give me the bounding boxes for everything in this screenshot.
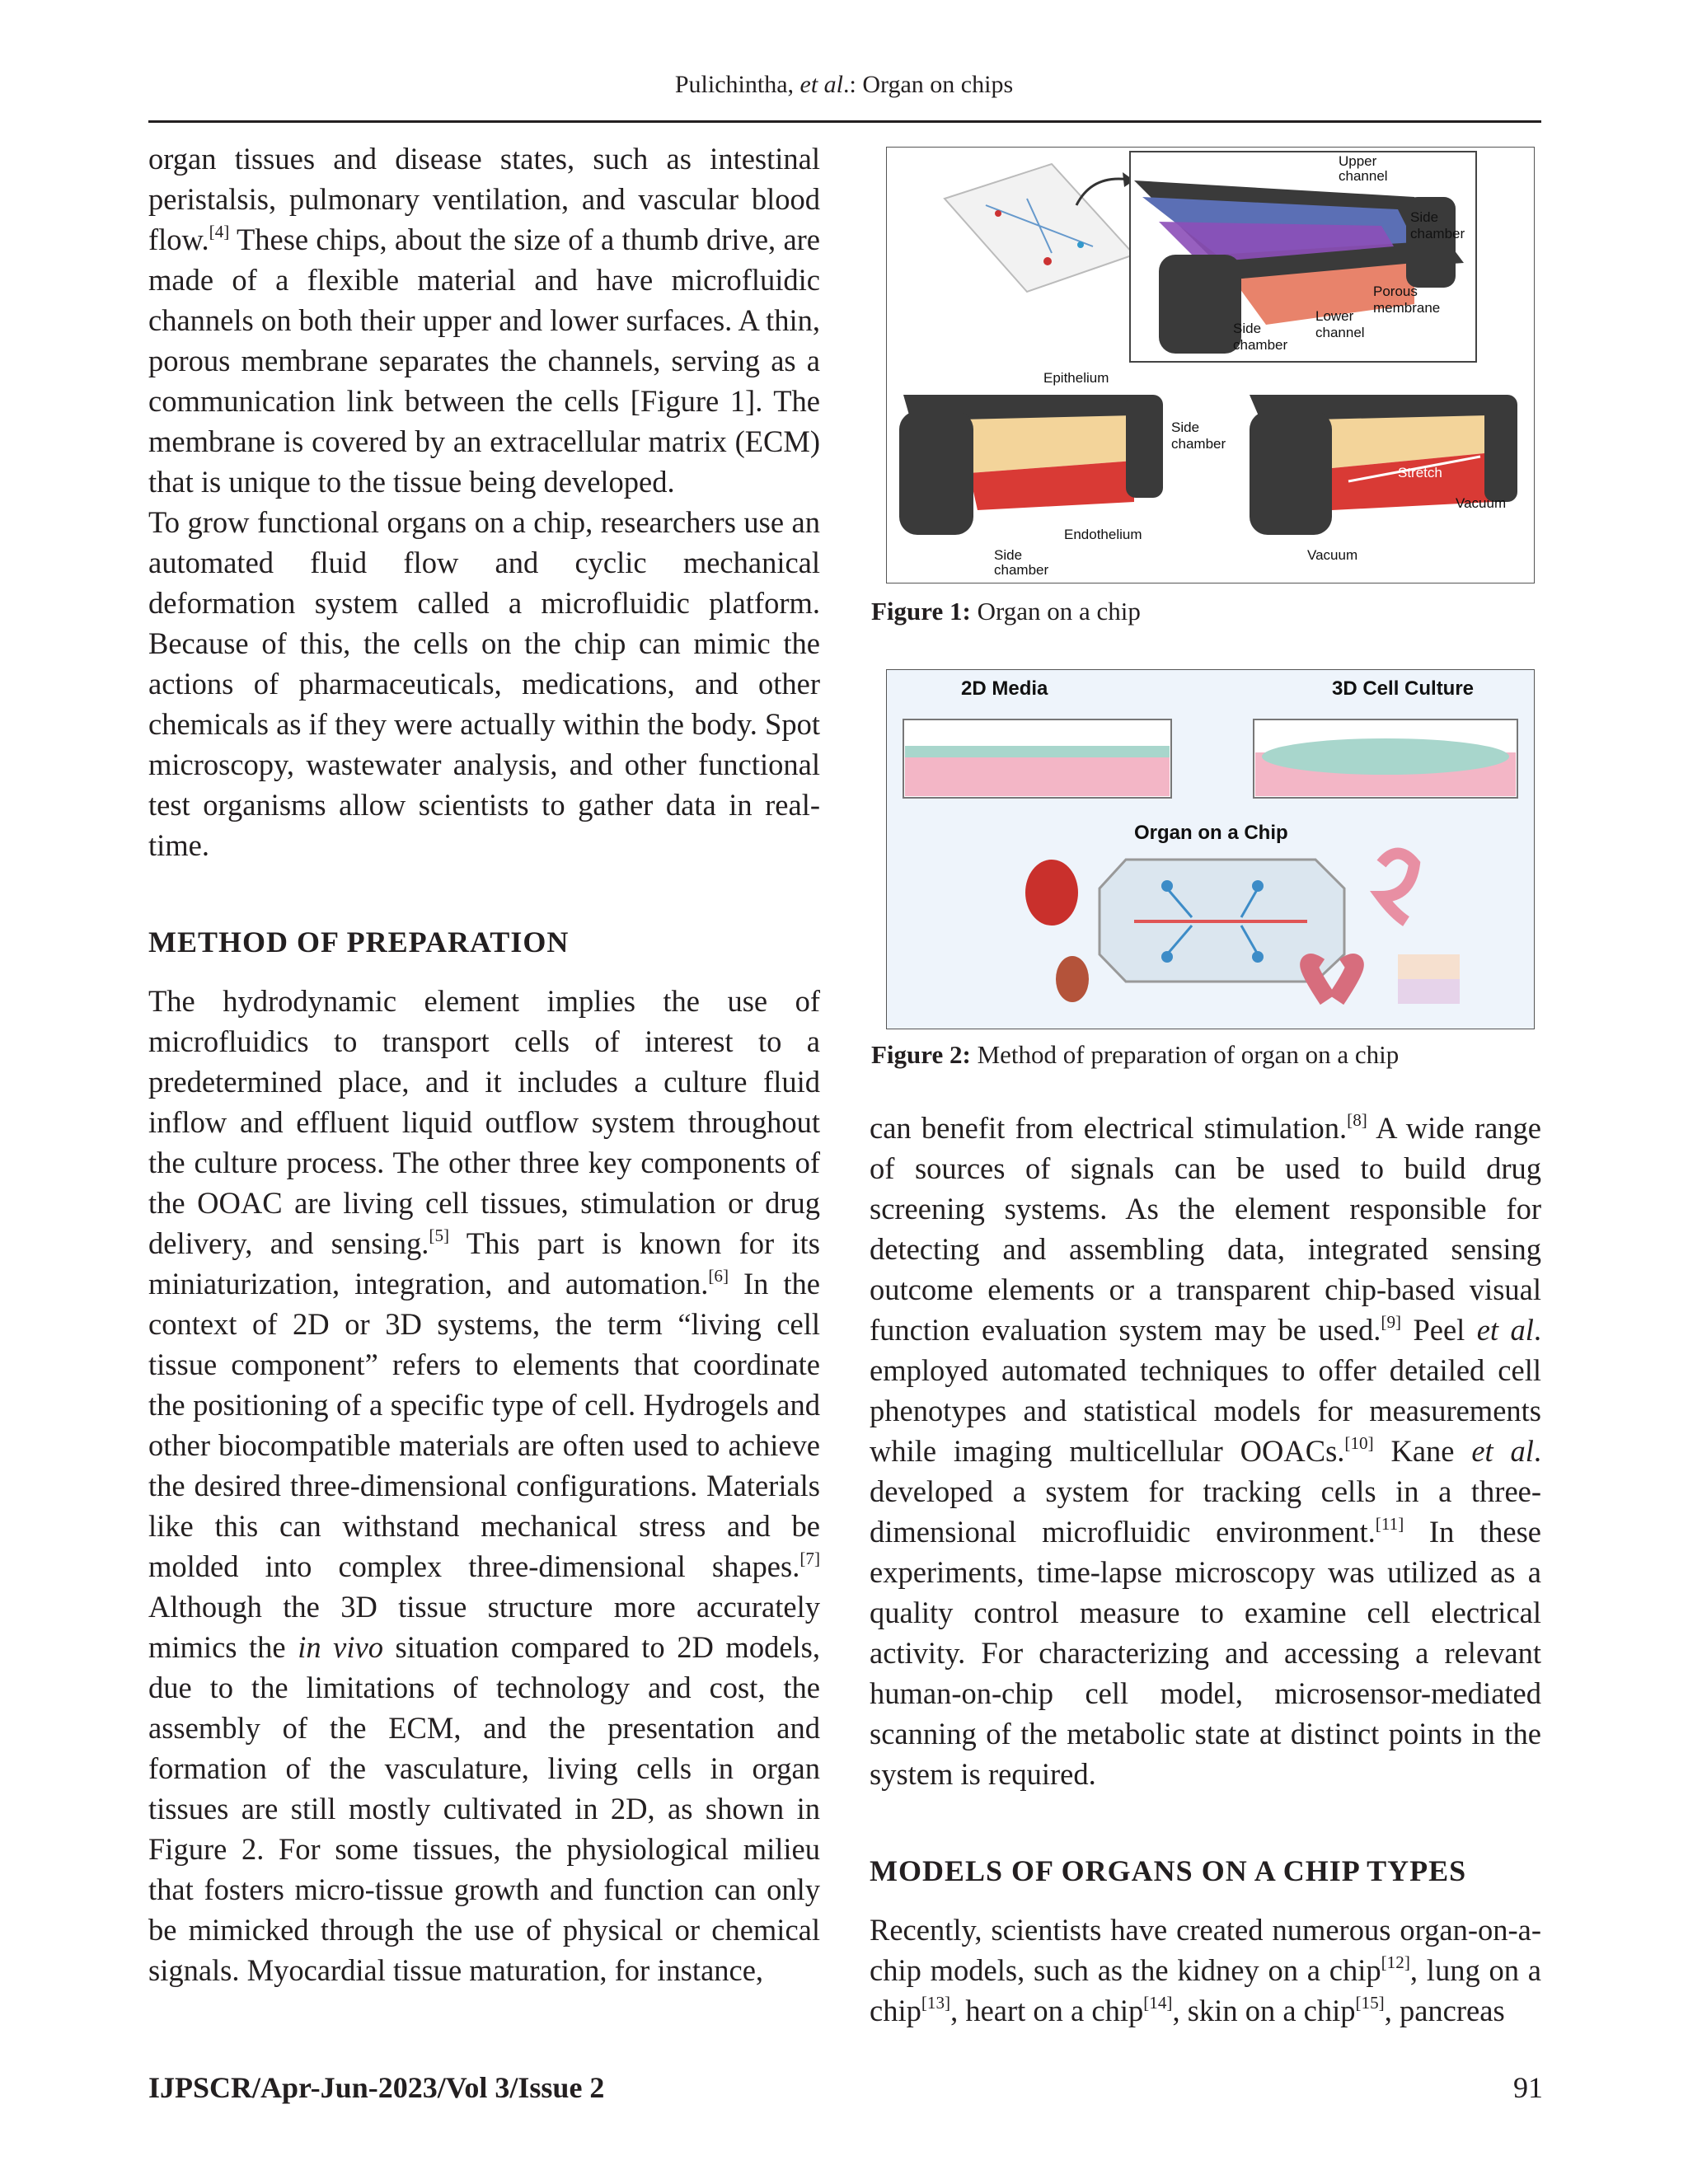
text-span: organ tissues and disease states, such as intestinal peristalsis, pulmonary ventilation, and vascular blood flow. <box>148 142 820 256</box>
chip-port <box>1252 951 1264 963</box>
label-side: Side <box>1233 321 1262 336</box>
figure-1-caption <box>871 597 1141 626</box>
left-paragraph-3 <box>148 981 820 1990</box>
running-head-title: .: Organ on chips <box>843 71 1014 98</box>
citation-9[interactable]: [9] <box>1381 1311 1402 1332</box>
text-span: , heart on a chip <box>950 1994 1144 2027</box>
page-number: 91 <box>1513 2071 1543 2104</box>
caption-text: Method of preparation of organ on a chip <box>970 1040 1400 1069</box>
label-epithelium: Epithelium <box>1043 370 1109 386</box>
label-vacuum: Vacuum <box>1307 547 1358 563</box>
figure-2-illustration <box>887 670 1534 1029</box>
chip-port <box>1043 257 1052 265</box>
right-paragraph-1 <box>870 1108 1541 1794</box>
left-paragraph-2: To grow functional organs on a chip, researchers use an automated fluid flow and cyclic mechanical deformation system called a microfluidic platform. Because of this, the cells on the chip can mimic the actions of pharmaceuticals, medications, and other chemicals as if they were actually within the body. Spot microscopy, wastewater analysis, and other functional test organisms allow scientists to gather data in real-time. <box>148 505 820 862</box>
figure-2-caption <box>871 1040 1399 1070</box>
vacuum-chamber-block <box>1484 395 1517 502</box>
running-head-etal: et al <box>799 71 844 98</box>
side-chamber-block <box>1159 255 1241 354</box>
label-channel: channel <box>1339 168 1388 184</box>
citation-14[interactable]: [14] <box>1143 1992 1173 2013</box>
2d-cell-layer <box>905 746 1170 757</box>
citation-8[interactable]: [8] <box>1347 1109 1367 1130</box>
text-span: In these experiments, time-lapse microscopy was utilized as a quality control measure to examine cell electrical activity. For characterizing and accessing a relevant human-on-chip cell model, microsensor-mediated scanning of the metabolic state at distinct points in the system is required. <box>870 1515 1541 1791</box>
citation-5[interactable]: [5] <box>429 1225 450 1245</box>
caption-label: Figure 2: <box>871 1040 971 1069</box>
label-upper: Upper <box>1339 153 1377 169</box>
text-span: Although the 3D tissue structure more accurately mimics the <box>148 1590 820 1664</box>
chip-port <box>1161 951 1173 963</box>
label-chamber: chamber <box>1233 337 1288 353</box>
section-heading-method: METHOD OF PREPARATION <box>148 926 570 958</box>
italic-et-al: et al <box>1471 1434 1534 1468</box>
running-head-author: Pulichintha, <box>674 71 800 98</box>
citation-11[interactable]: [11] <box>1375 1513 1404 1534</box>
section-heading-models: MODELS OF ORGANS ON A CHIP TYPES <box>870 1854 1467 1887</box>
citation-6[interactable]: [6] <box>708 1265 729 1286</box>
label-endothelium: Endothelium <box>1064 527 1142 542</box>
running-head <box>0 71 1688 99</box>
text-span: In the context of 2D or 3D systems, the term “living cell tissue component” refers to elements that coordinate the positioning of a specific type of cell. Hydrogels and other biocompatible materials are often used to achieve the desired three-dimensional configurations. Materials like this can withstand mechanical stress and be molded into complex three-dimensional shapes. <box>148 1267 820 1583</box>
label-3d-cell-culture: 3D Cell Culture <box>1332 677 1475 700</box>
citation-7[interactable]: [7] <box>799 1548 820 1568</box>
text-span: Kane <box>1373 1434 1472 1468</box>
label-side: Side <box>1410 209 1439 225</box>
text-span: . developed a system for tracking cells in a three-dimensional microfluidic environment. <box>870 1434 1542 1549</box>
side-chamber-block <box>1126 395 1163 498</box>
italic-in-vivo: in vivo <box>298 1630 383 1664</box>
label-side: Side <box>1171 419 1200 435</box>
figure-1-illustration <box>887 148 1534 583</box>
label-2d-media: 2D Media <box>961 677 1048 700</box>
3d-cell-cluster <box>1262 738 1509 775</box>
right-column <box>870 1108 1541 2031</box>
side-chamber-block <box>899 411 973 535</box>
citation-10[interactable]: [10] <box>1344 1432 1374 1453</box>
label-porous: Porous <box>1373 284 1418 299</box>
text-span: Recently, scientists have created numerous organ-on-a-chip models, such as the kidney on a chip <box>870 1913 1541 1987</box>
chip-port <box>1161 880 1173 892</box>
chip-port <box>1252 880 1264 892</box>
chip-outline <box>945 164 1134 292</box>
text-span: , lung on a chip <box>870 1953 1542 2027</box>
text-span: , skin on a chip <box>1172 1994 1356 2027</box>
caption-text: Organ on a chip <box>970 597 1141 626</box>
kidney-icon <box>1056 956 1089 1002</box>
text-span: , pancreas <box>1384 1994 1505 2027</box>
chip-port <box>1077 241 1084 248</box>
label-chamber: chamber <box>994 562 1049 578</box>
label-lower: Lower <box>1315 308 1354 324</box>
label-chamber: chamber <box>1410 226 1465 241</box>
2d-media-layer <box>905 757 1170 796</box>
left-paragraph-1 <box>148 138 820 502</box>
citation-12[interactable]: [12] <box>1381 1952 1410 1972</box>
heart-icon <box>1025 860 1078 926</box>
text-span: These chips, about the size of a thumb drive, are made of a flexible material and have microfluidic channels on both their upper and lower surfaces. A thin, porous membrane separates the channels, serving as a communication link between the cells [Figure 1]. The membrane is covered by an extracellular matrix (ECM) that is unique to the tissue being developed. <box>148 223 820 499</box>
label-channel: channel <box>1315 325 1365 340</box>
label-side: Side <box>994 547 1023 563</box>
text-span: Peel <box>1401 1313 1477 1347</box>
label-stretch: Stretch <box>1398 465 1442 480</box>
italic-et-al: et al <box>1476 1313 1534 1347</box>
text-span: The hydrodynamic element implies the use of microfluidics to transport cells of interest to a predetermined place, and it includes a culture fluid inflow and effluent liquid outflow system throughout the culture process. The other three key components of the OOAC are living cell tissues, stimulation or drug delivery, and sensing. <box>148 984 820 1260</box>
text-span: . employed automated techniques to offer detailed cell phenotypes and statistical models for measurements while imaging multicellular OOACs. <box>870 1313 1541 1468</box>
chip-port <box>995 210 1001 217</box>
text-span: This part is known for its miniaturization, integration, and automation. <box>148 1226 820 1301</box>
figure-1-image <box>886 147 1535 583</box>
label-chamber: chamber <box>1171 436 1226 452</box>
figure-2-image <box>886 669 1535 1029</box>
right-paragraph-2 <box>870 1910 1541 2031</box>
text-span: A wide range of sources of signals can be used to build drug screening systems. As the element responsible for detecting and assembling data, integrated sensing outcome elements or a transparent chip-based visual function evaluation system may be used. <box>870 1111 1541 1347</box>
label-organ-on-a-chip: Organ on a Chip <box>1134 822 1288 844</box>
label-membrane: membrane <box>1373 300 1441 316</box>
citation-13[interactable]: [13] <box>921 1992 951 2013</box>
text-span: can benefit from electrical stimulation. <box>870 1111 1348 1145</box>
skin-layer-icon <box>1398 979 1460 1004</box>
label-vacuum: Vacuum <box>1456 495 1507 511</box>
caption-label: Figure 1: <box>871 597 971 626</box>
citation-15[interactable]: [15] <box>1355 1992 1385 2013</box>
citation-4[interactable]: [4] <box>209 221 230 241</box>
header-rule <box>148 120 1541 123</box>
left-column <box>148 138 820 1990</box>
vacuum-chamber-block <box>1250 411 1332 535</box>
footer-journal: IJPSCR/Apr-Jun-2023/Vol 3/Issue 2 <box>148 2071 605 2104</box>
text-span: situation compared to 2D models, due to the limitations of technology and cost, the assembly of the ECM, and the presentation and formation of the vasculature, living cells in organ tissues are still mostly cultivated in 2D, as shown in Figure 2. For some tissues, the physiological milieu that fosters micro-tissue growth and function can only be mimicked through the use of physical or chemical signals. Myocardial tissue maturation, for instance, <box>148 1630 820 1987</box>
